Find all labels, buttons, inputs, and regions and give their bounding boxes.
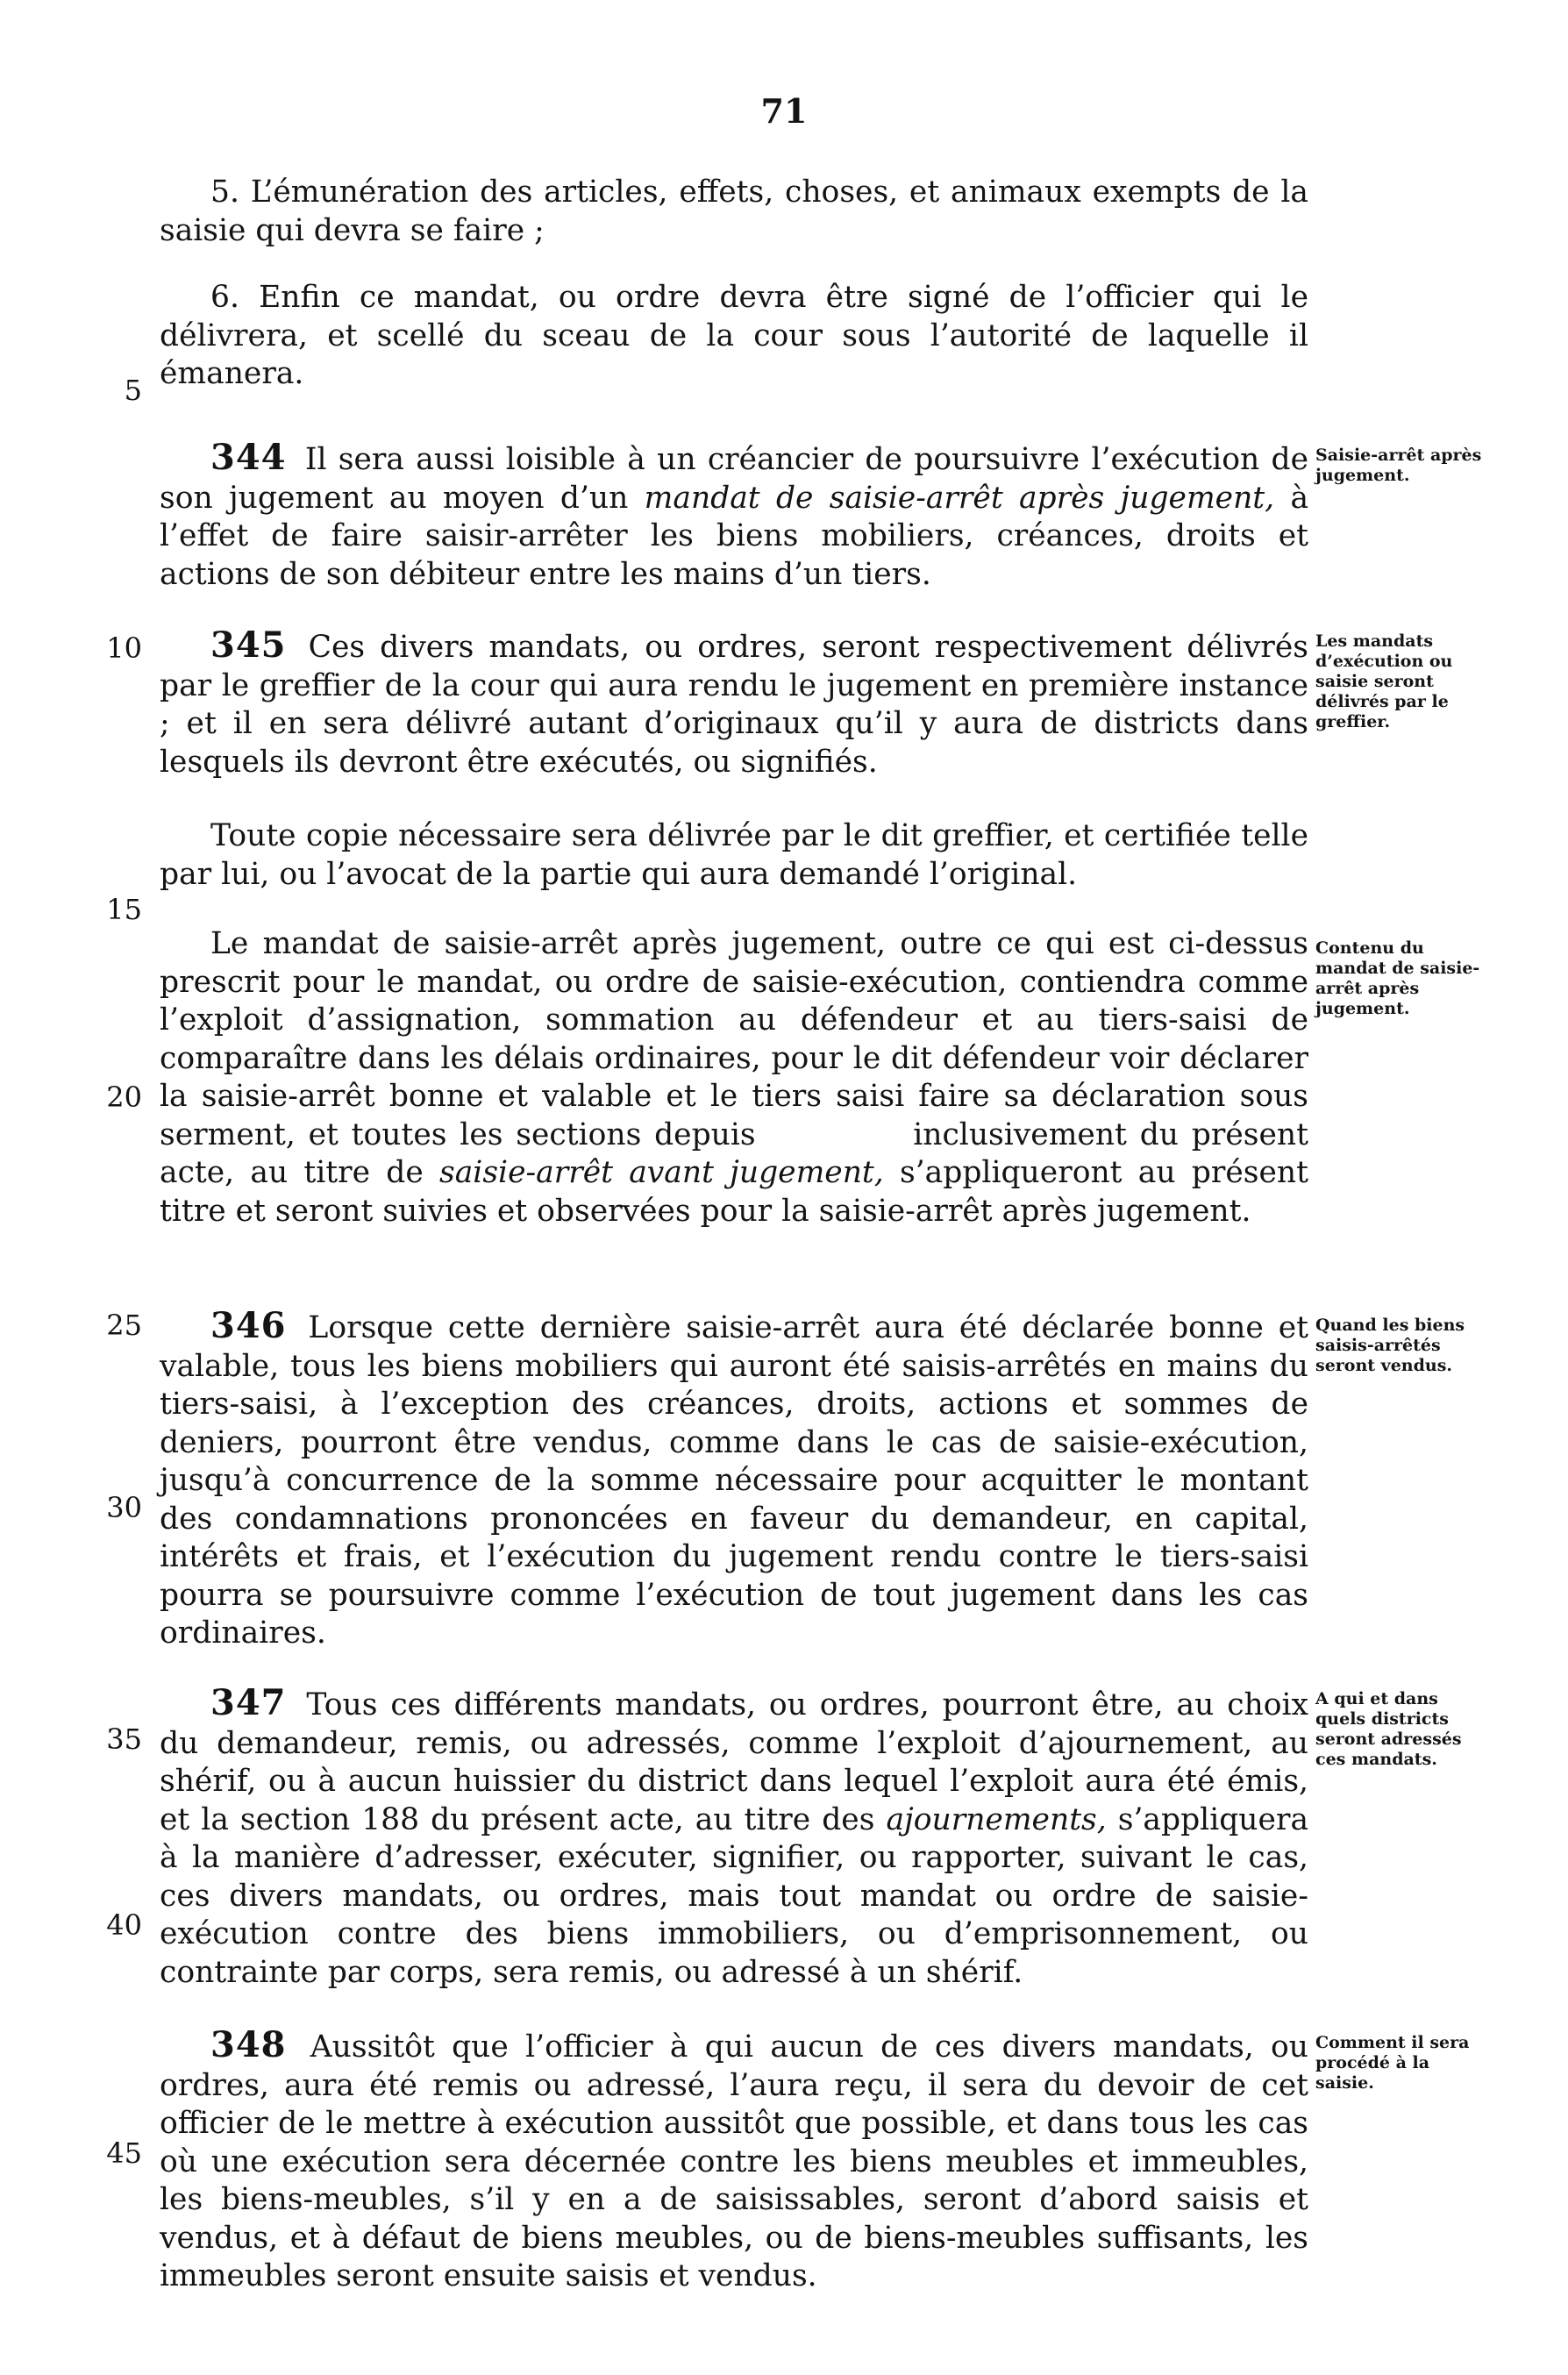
article-number: 345 [210,624,287,666]
margin-line-number: 30 [106,1491,142,1524]
side-note: Les mandats d’exécution ou saisie seront délivrés par le greffier. [1315,631,1453,731]
side-note: Contenu du mandat de saisie-arrêt après jugement. [1315,938,1480,1018]
margin-line-number: 10 [106,631,142,665]
margin-line-number: 20 [106,1081,142,1114]
article-348 [160,2026,1308,2296]
margin-line-number: 40 [106,1908,142,1942]
margin-line-number: 25 [106,1309,142,1342]
article-text: Ces divers mandats, ou ordres, seront respectivement délivrés par le greffier de la cour qui aura rendu le jugement en première instance ; et il en sera délivré autant d’originaux qu’il y aura de districts dans lesquels ils devront être exécutés, ou signifiés. [160,630,1309,780]
article-number: 344 [210,437,287,478]
article-344 [160,439,1308,594]
margin-line-number: 15 [106,893,142,926]
article-text: s’appliquera à la manière d’adresser, exécuter, signifier, ou rapporter, suivant le cas, ces divers mandats, ou ordres, mais tout mandat ou ordre de saisie-exécution contre des biens immobiliers, ou d’emprisonnement, ou contrainte par corps, sera remis, ou adressé à un shérif. [160,1801,1309,1990]
paragraph-345-contents [160,925,1308,1230]
article-346 [160,1307,1308,1653]
article-number: 347 [210,1682,287,1723]
article-italic: mandat de saisie-arrêt après jugement, [644,480,1275,516]
side-note: Saisie-arrêt après jugement. [1315,446,1482,485]
margin-line-number: 35 [106,1722,142,1756]
paragraph-text: Le mandat de saisie-arrêt après jugement, outre ce qui est ci-dessus prescrit pour le mandat, ou ordre de saisie-exécution, contiendra comme l’exploit d’assignation, sommation au défendeur et au tiers-saisi de comparaître dans les délais ordinaires, pour le dit défendeur voir déclarer la saisie-arrêt bonne et valable et le tiers saisi faire sa déclaration sous serment, et toutes les sections depuis [160,926,1308,1152]
article-text: Il sera aussi loisible à un créancier de poursuivre l’exécution de son jugement au moyen d’un [160,442,1309,516]
paragraph-345-copies: Toute copie nécessaire sera délivrée par le dit greffier, et certifiée telle par lui, ou l’avocat de la partie qui aura demandé l’original. [160,818,1308,892]
article-345 [160,626,1308,781]
paragraph-text: inclusivement du présent acte, au titre de [160,1116,1308,1190]
paragraph-text: s’appliqueront au présent titre et seront suivies et observées pour la saisie-arrêt après jugement. [160,1155,1308,1229]
article-347 [160,1684,1308,1992]
article-text: Aussitôt que l’officier à qui aucun de ces divers mandats, ou ordres, aura été remis ou adressé, l’aura reçu, il sera du devoir de cet officier de le mettre à exécution aussitôt que possible, et dans tous les cas où une exécution sera décernée contre les biens meubles et immeubles, les biens-meubles, s’il y en a de saisissables, seront d’abord saisis et vendus, et à défaut de biens meubles, ou de biens-meubles suffisants, les immeubles seront ensuite saisis et vendus. [160,2029,1308,2293]
paragraph-item-6: 6. Enfin ce mandat, ou ordre devra être signé de l’officier qui le délivrera, et scellé du sceau de la cour sous l’autorité de laquelle il émanera. [160,280,1308,391]
page-number: 71 [760,91,808,131]
side-note: Quand les biens saisis-arrêtés seront vendus. [1315,1316,1465,1375]
article-number: 348 [210,2024,287,2065]
margin-line-number: 5 [124,374,142,407]
article-text: à l’effet de faire saisir-arrêter les biens mobiliers, créances, droits et actions de son débiteur entre les mains d’un tiers. [160,480,1309,592]
article-italic: ajournements, [886,1801,1107,1837]
article-number: 346 [210,1305,287,1346]
side-note: A qui et dans quels districts seront adressés ces mandats. [1315,1689,1462,1769]
paragraph-italic: saisie-arrêt avant jugement, [439,1155,884,1190]
article-text: Tous ces différents mandats, ou ordres, pourront être, au choix du demandeur, remis, ou adressés, comme l’exploit d’ajournement, au shérif, ou à aucun huissier du district dans lequel l’exploit aura été émis, et la section 188 du présent acte, au titre des [160,1687,1308,1837]
paragraph-item-5: 5. L’émunération des articles, effets, choses, et animaux exempts de la saisie qui devra se faire ; [160,175,1308,248]
side-note: Comment il sera procédé à la saisie. [1315,2033,1470,2093]
margin-line-number: 45 [106,2136,142,2170]
article-text: Lorsque cette dernière saisie-arrêt aura été déclarée bonne et valable, tous les biens mobiliers qui auront été saisis-arrêtés en mains du tiers-saisi, à l’exception des créances, droits, actions et sommes de deniers, pourront être vendus, comme dans le cas de saisie-exécution, jusqu’à concurrence de la somme nécessaire pour acquitter le montant des condamnations prononcées en faveur du demandeur, en capital, intérêts et frais, et l’exécution du jugement rendu contre le tiers-saisi pourra se poursuivre comme l’exécution de tout jugement dans les cas ordinaires. [160,1310,1308,1651]
